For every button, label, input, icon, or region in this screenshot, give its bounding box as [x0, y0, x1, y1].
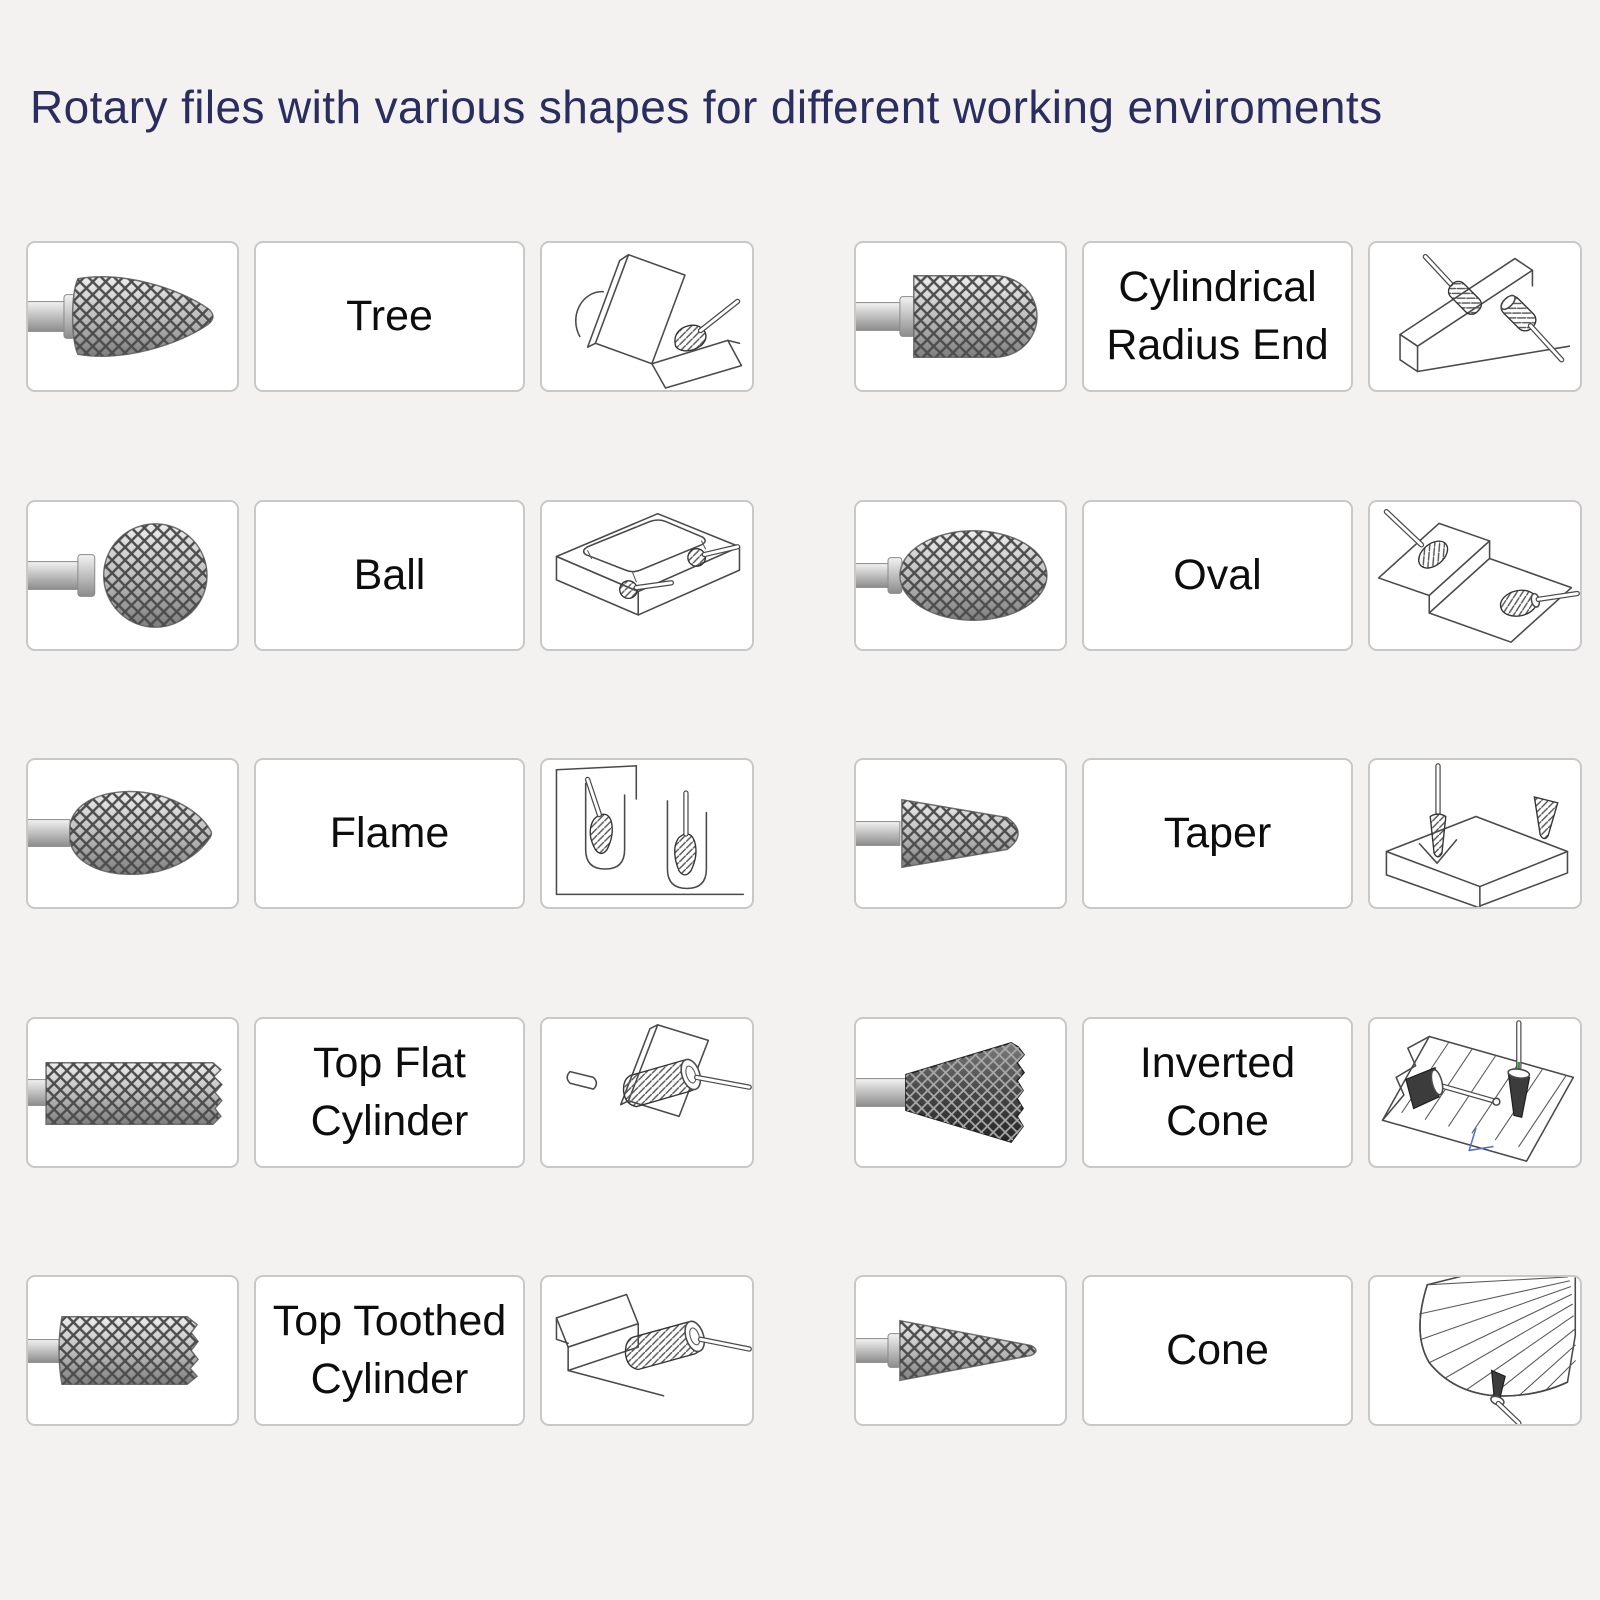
usage-cell-taper	[1368, 758, 1582, 909]
photo-cell-cylindrical-radius-end	[854, 241, 1067, 392]
oval-burr-photo	[856, 502, 1065, 649]
shape-label-oval: Oval	[1173, 550, 1262, 599]
oval-usage-drawing	[1370, 502, 1580, 649]
top-flat-cylinder-usage-drawing	[542, 1019, 752, 1166]
page-title: Rotary files with various shapes for different working enviroments	[30, 81, 1383, 133]
label-cell-oval	[1082, 500, 1353, 651]
label-cell-inverted-cone	[1082, 1017, 1353, 1168]
cylindrical-radius-end-burr-photo	[856, 243, 1065, 390]
top-toothed-cylinder-usage-drawing	[542, 1277, 752, 1424]
photo-cell-top-toothed-cylinder	[26, 1275, 239, 1426]
shape-label-top-toothed-cylinder: Top Toothed Cylinder	[272, 1297, 507, 1403]
photo-cell-cone	[854, 1275, 1067, 1426]
shape-label-inverted-cone: Inverted Cone	[1139, 1039, 1296, 1145]
flame-usage-drawing	[542, 760, 752, 907]
shape-label-cone: Cone	[1166, 1325, 1269, 1374]
shape-label-flame: Flame	[329, 808, 450, 857]
usage-cell-top-flat-cylinder	[540, 1017, 754, 1168]
usage-cell-flame	[540, 758, 754, 909]
photo-cell-ball	[26, 500, 239, 651]
photo-cell-inverted-cone	[854, 1017, 1067, 1168]
label-cell-flame	[254, 758, 525, 909]
cone-burr-photo	[856, 1277, 1065, 1424]
shape-label-taper: Taper	[1163, 808, 1272, 857]
ball-usage-drawing	[542, 502, 752, 649]
ball-burr-photo	[28, 502, 237, 649]
shape-label-ball: Ball	[353, 550, 426, 599]
label-cell-taper	[1082, 758, 1353, 909]
usage-cell-ball	[540, 500, 754, 651]
usage-cell-top-toothed-cylinder	[540, 1275, 754, 1426]
label-cell-tree	[254, 241, 525, 392]
photo-cell-flame	[26, 758, 239, 909]
photo-cell-taper	[854, 758, 1067, 909]
usage-cell-inverted-cone	[1368, 1017, 1582, 1168]
taper-usage-drawing	[1370, 760, 1580, 907]
usage-cell-oval	[1368, 500, 1582, 651]
flame-burr-photo	[28, 760, 237, 907]
label-cell-ball	[254, 500, 525, 651]
usage-cell-tree	[540, 241, 754, 392]
inverted-cone-usage-drawing	[1370, 1019, 1580, 1166]
usage-cell-cone	[1368, 1275, 1582, 1426]
photo-cell-top-flat-cylinder	[26, 1017, 239, 1168]
photo-cell-oval	[854, 500, 1067, 651]
label-cell-cone	[1082, 1275, 1353, 1426]
top-toothed-cylinder-burr-photo	[28, 1277, 237, 1424]
shape-label-cylindrical-radius-end: Cylindrical Radius End	[1106, 263, 1329, 369]
cylindrical-radius-end-usage-drawing	[1370, 243, 1580, 390]
tree-usage-drawing	[542, 243, 752, 390]
shape-label-top-flat-cylinder: Top Flat Cylinder	[310, 1039, 469, 1145]
label-cell-top-flat-cylinder	[254, 1017, 525, 1168]
label-cell-top-toothed-cylinder	[254, 1275, 525, 1426]
label-cell-cylindrical-radius-end	[1082, 241, 1353, 392]
photo-cell-tree	[26, 241, 239, 392]
inverted-cone-burr-photo	[856, 1019, 1065, 1166]
cone-usage-drawing	[1370, 1277, 1580, 1424]
tree-burr-photo	[28, 243, 237, 390]
top-flat-cylinder-burr-photo	[28, 1019, 237, 1166]
shape-label-tree: Tree	[346, 291, 433, 340]
taper-burr-photo	[856, 760, 1065, 907]
usage-cell-cylindrical-radius-end	[1368, 241, 1582, 392]
